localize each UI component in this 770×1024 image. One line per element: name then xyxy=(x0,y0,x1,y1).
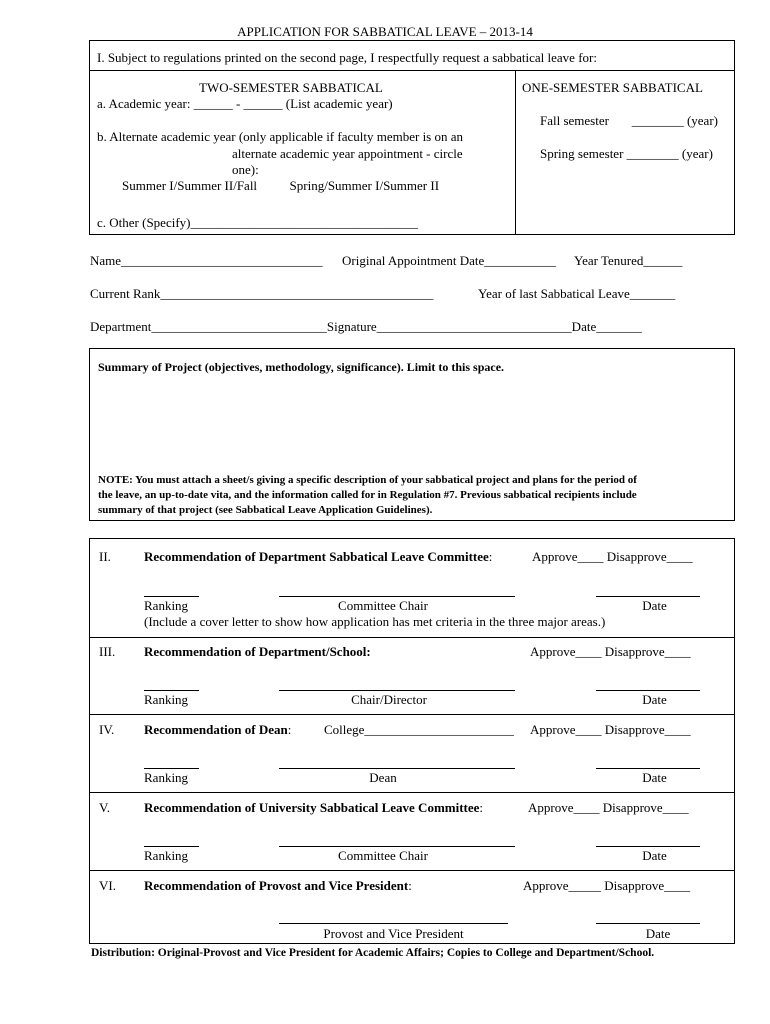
rec-iii-number: III. xyxy=(99,644,116,659)
rec-v-chair-line[interactable] xyxy=(279,846,515,847)
rec-ii-ranking-line[interactable] xyxy=(144,596,199,597)
rec-iv-date-label: Date xyxy=(642,770,667,785)
rec-ii-colon: : xyxy=(488,549,493,564)
academic-year-field[interactable]: a. Academic year: ______ - ______ (List academic year) xyxy=(97,96,393,111)
rec-ii-label: Recommendation of Department Sabbatical Leave Committee xyxy=(144,549,489,564)
rec-iii-chair-line[interactable] xyxy=(279,690,515,691)
rec-v-label-group xyxy=(144,800,483,815)
rec-vi-provost-label: Provost and Vice President xyxy=(323,926,464,941)
current-rank-field[interactable]: Current Rank__________________________________________ xyxy=(90,286,434,301)
rec-iv-dean-line[interactable] xyxy=(279,768,515,769)
rec-ii-chair-label: Committee Chair xyxy=(338,598,428,613)
rec-vi-approve[interactable]: Approve_____ Disapprove____ xyxy=(523,878,691,893)
section-i-divider xyxy=(89,70,735,71)
other-specify-field[interactable]: c. Other (Specify)___________________________________ xyxy=(97,215,418,230)
section-i-intro: I. Subject to regulations printed on the second page, I respectfully request a sabbatical leave for: xyxy=(97,50,597,65)
rec-iv-ranking-label: Ranking xyxy=(144,770,189,785)
rec-v-ranking-line[interactable] xyxy=(144,846,199,847)
rec-v-date-line[interactable] xyxy=(596,846,700,847)
year-tenured-field[interactable]: Year Tenured______ xyxy=(574,253,683,268)
name-field[interactable]: Name_______________________________ xyxy=(90,253,323,268)
rec-ii-chair-line[interactable] xyxy=(279,596,515,597)
rec-vi-number: VI. xyxy=(99,878,116,893)
rec-v-label: Recommendation of University Sabbatical Leave Committee xyxy=(144,800,480,815)
rec-iv-dean-label: Dean xyxy=(369,770,397,785)
rec-iv-label: Recommendation of Dean xyxy=(144,722,288,737)
rec-ii-date-label: Date xyxy=(642,598,667,613)
summary-note-3: summary of that project (see Sabbatical Leave Application Guidelines). xyxy=(98,504,433,516)
rec-ii-note: (Include a cover letter to show how application has met criteria in the three major areas.) xyxy=(144,614,606,629)
rec-iv-date-line[interactable] xyxy=(596,768,700,769)
rec-ii-date-line[interactable] xyxy=(596,596,700,597)
rec-ii-number: II. xyxy=(99,549,111,564)
rec-divider-3 xyxy=(89,792,735,793)
rec-iv-college-field[interactable]: College_______________________ xyxy=(324,722,514,737)
rec-iii-ranking-line[interactable] xyxy=(144,690,199,691)
rec-iii-date-line[interactable] xyxy=(596,690,700,691)
rec-iv-ranking-line[interactable] xyxy=(144,768,199,769)
rec-iv-label-group xyxy=(144,722,291,737)
rec-v-colon: : xyxy=(479,800,484,815)
two-semester-heading: TWO-SEMESTER SABBATICAL xyxy=(199,80,383,95)
department-signature-date-field[interactable]: Department___________________________Signature______________________________Date_______ xyxy=(90,319,642,334)
alternate-year-text-1: b. Alternate academic year (only applicable if faculty member is on an xyxy=(97,129,464,144)
rec-iv-number: IV. xyxy=(99,722,115,737)
rec-divider-2 xyxy=(89,714,735,715)
fall-semester-field[interactable]: Fall semester ________ (year) xyxy=(540,113,718,128)
last-sabbatical-field[interactable]: Year of last Sabbatical Leave_______ xyxy=(478,286,676,301)
rec-iii-approve[interactable]: Approve____ Disapprove____ xyxy=(530,644,691,659)
original-appointment-date-field[interactable]: Original Appointment Date___________ xyxy=(342,253,556,268)
rec-iv-colon: : xyxy=(287,722,292,737)
rec-vi-provost-line[interactable] xyxy=(279,923,508,924)
one-semester-heading: ONE-SEMESTER SABBATICAL xyxy=(522,80,703,95)
rec-iii-date-label: Date xyxy=(642,692,667,707)
rec-vi-date-label: Date xyxy=(645,926,671,941)
rec-iii-chair-label: Chair/Director xyxy=(351,692,427,707)
rec-v-number: V. xyxy=(99,800,110,815)
rec-ii-approve[interactable]: Approve____ Disapprove____ xyxy=(532,549,693,564)
rec-divider-1 xyxy=(89,637,735,638)
summary-note-1: NOTE: You must attach a sheet/s giving a specific description of your sabbatical project and plans for the period of xyxy=(98,474,637,486)
rec-iii-ranking-label: Ranking xyxy=(144,692,189,707)
rec-v-chair-label: Committee Chair xyxy=(338,848,428,863)
distribution-note: Distribution: Original-Provost and Vice President for Academic Affairs; Copies to College and Department/School. xyxy=(91,947,655,959)
alternate-year-text-2: alternate academic year appointment - circle xyxy=(232,146,463,161)
rec-v-ranking-label: Ranking xyxy=(144,848,189,863)
rec-vi-label: Recommendation of Provost and Vice President xyxy=(144,878,409,893)
rec-v-date-label: Date xyxy=(642,848,667,863)
section-i-column-divider xyxy=(515,70,516,235)
rec-divider-4 xyxy=(89,870,735,871)
rec-ii-label-group xyxy=(144,549,492,564)
rec-vi-label-group xyxy=(144,878,412,893)
rec-iv-approve[interactable]: Approve____ Disapprove____ xyxy=(530,722,691,737)
summary-note-2: the leave, an up-to-date vita, and the information called for in Regulation #7. Previous sabbatical recipients include xyxy=(98,489,637,501)
rec-ii-ranking-label: Ranking xyxy=(144,598,189,613)
summary-heading: Summary of Project (objectives, methodology, significance). Limit to this space. xyxy=(98,360,505,374)
alternate-year-text-3: one): xyxy=(232,162,259,177)
rec-vi-colon: : xyxy=(408,878,412,893)
page-title: APPLICATION FOR SABBATICAL LEAVE – 2013-14 xyxy=(237,24,533,39)
alternate-year-options[interactable]: Summer I/Summer II/Fall Spring/Summer I/Summer II xyxy=(122,178,440,193)
spring-semester-field[interactable]: Spring semester ________ (year) xyxy=(540,146,713,161)
rec-vi-date-line[interactable] xyxy=(596,923,700,924)
rec-v-approve[interactable]: Approve____ Disapprove____ xyxy=(528,800,689,815)
rec-iii-label: Recommendation of Department/School: xyxy=(144,644,371,659)
